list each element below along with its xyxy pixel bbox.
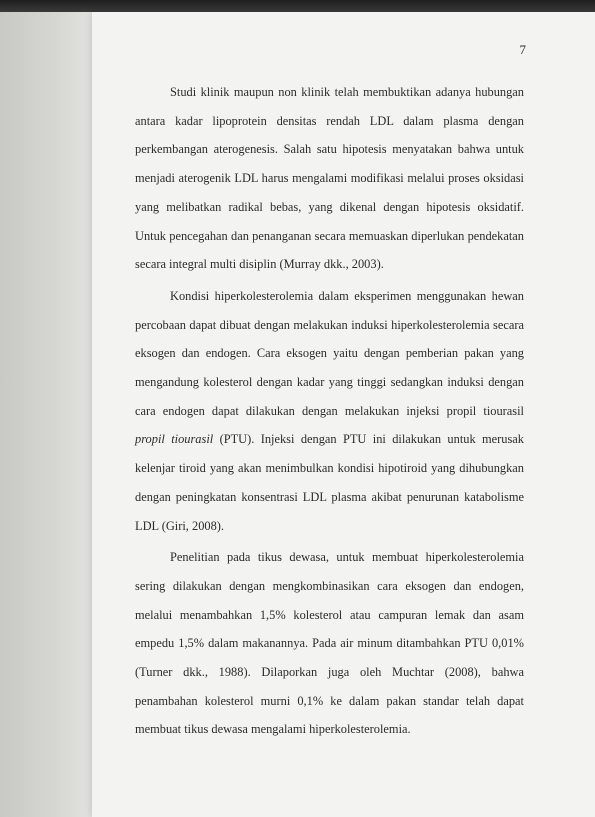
- text-segment: Kondisi hiperkolesterolemia dalam eksperimen menggunakan hewan percobaan dapat dibuat dengan melakukan induksi hiperkolesterolemia secara eksogen dan endogen. Cara eksogen yaitu dengan pemberian pakan yang mengandung kolesterol dengan kadar yang tinggi sedangkan induksi dengan cara endogen dapat dilakukan dengan melakukan injeksi propil tiourasil: [135, 288, 524, 418]
- paragraph-1: [135, 78, 524, 279]
- scan-top-edge: [0, 0, 595, 12]
- italic-term: propil tiourasil: [135, 432, 214, 447]
- adjacent-page-edge: [0, 12, 92, 817]
- document-page: [92, 12, 595, 817]
- page-number: 7: [519, 42, 526, 57]
- text-segment: Penelitian pada tikus dewasa, untuk membuat hiperkolesterolemia sering dilakukan dengan mengkombinasikan cara eksogen dan endogen, melalui menambahkan 1,5% kolesterol atau campuran lemak dan asam empedu 1,5% dalam makanannya. Pada air minum ditambahkan PTU 0,01% (Turner dkk., 1988). Dilaporkan juga oleh Muchtar (2008), bahwa penambahan kolesterol murni 0,1% ke dalam pakan standar telah dapat membuat tikus dewasa mengalami hiperkolesterolemia.: [135, 550, 524, 737]
- paragraph-2: [135, 282, 524, 540]
- body-text: [135, 78, 524, 744]
- text-segment: (PTU). Injeksi dengan PTU ini dilakukan untuk merusak kelenjar tiroid yang akan menimbulkan kondisi hipotiroid yang dihubungkan dengan peningkatan konsentrasi LDL plasma akibat penurunan katabolisme LDL (Giri, 2008).: [135, 432, 525, 533]
- text-segment: Studi klinik maupun non klinik telah membuktikan adanya hubungan antara kadar lipoprotein densitas rendah LDL dalam plasma dengan perkembangan aterogenesis. Salah satu hipotesis menyatakan bahwa untuk menjadi aterogenik LDL harus mengalami modifikasi melalui proses oksidasi yang melibatkan radikal bebas, yang dikenal dengan hipotesis oksidatif. Untuk pencegahan dan penanganan secara memuaskan diperlukan pendekatan secara integral multi disiplin (Murray dkk., 2003).: [135, 85, 524, 272]
- paragraph-3: [135, 543, 524, 744]
